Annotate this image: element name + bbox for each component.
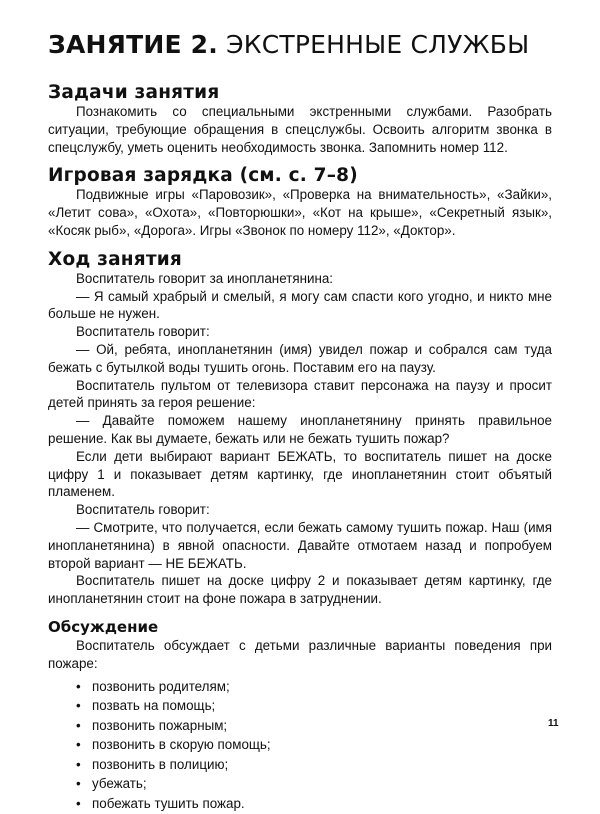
- bullet-icon: •: [76, 678, 81, 694]
- page-number: 11: [548, 718, 559, 729]
- list-item: • позвать на помощь;: [76, 696, 552, 716]
- list-item: • позвонить пожарным;: [76, 716, 552, 736]
- bullet-icon: •: [76, 776, 81, 792]
- list-item: • побежать тушить пожар.: [76, 794, 552, 814]
- warmup-text: Подвижные игры «Паровозик», «Проверка на внимательность», «Зайки», «Летит сова», «Охота», «Повторюшки», «Кот на крыше», «Секретный язык», «Косяк рыб», «Дорога». Игры «Звонок по номеру 112», «Доктор».: [48, 187, 552, 238]
- bullet-icon: •: [76, 698, 81, 714]
- procedure-paragraph: — Смотрите, что получается, если бежать самому тушить пожар. Наш (имя инопланетянина) в явной опасности. Давайте отмотаем назад и попробуем второй вариант — НЕ БЕЖАТЬ.: [48, 519, 552, 571]
- discussion-intro: Воспитатель обсуждает с детьми различные варианты поведения при пожаре:: [48, 637, 552, 671]
- procedure-heading: Ход занятия: [48, 248, 183, 270]
- procedure-paragraph: Если дети выбирают вариант БЕЖАТЬ, то воспитатель пишет на доске цифру 1 и показывает детям картинку, где инопланетянин стоит объятый пламенем.: [48, 448, 552, 500]
- discussion-heading: Обсуждение: [48, 617, 159, 636]
- procedure-paragraph: — Давайте поможем нашему инопланетянину принять правильное решение. Как вы думаете, бежать или не бежать тушить пожар?: [48, 413, 552, 446]
- procedure-paragraph: — Я самый храбрый и смелый, я могу сам спасти кого угодно, и никто мне больше не нужен.: [48, 288, 552, 322]
- discussion-list: [48, 677, 552, 814]
- procedure-paragraph: — Ой, ребята, инопланетянин (имя) увидел пожар и собрался сам туда бежать с бутылкой воды тушить огонь. Поставим его на паузу.: [48, 341, 552, 375]
- bullet-icon: •: [76, 796, 81, 812]
- lesson-title: [48, 30, 552, 59]
- warmup-heading: Игровая зарядка (см. с. 7–8): [48, 165, 358, 187]
- bullet-icon: •: [76, 756, 81, 772]
- list-item: • убежать;: [76, 774, 552, 794]
- goals-text: Познакомить со специальными экстренными службами. Разобрать ситуации, требующие обращения в спецслужбы. Освоить алгоритм звонка в спецслужбу, уметь оценить необходимость звонка. Запомнить номер 112.: [48, 104, 552, 155]
- lesson-number: ЗАНЯТИЕ 2.: [48, 30, 218, 59]
- list-item: • позвонить родителям;: [76, 677, 552, 697]
- procedure-paragraph: Воспитатель пультом от телевизора ставит персонажа на паузу и просит детей принять за героя решение:: [48, 377, 552, 411]
- procedure-paragraph: Воспитатель говорит:: [76, 324, 210, 340]
- discussion-section: [48, 618, 552, 814]
- goals-section: [48, 83, 552, 156]
- bullet-icon: •: [76, 717, 81, 733]
- bullet-icon: •: [76, 737, 81, 753]
- procedure-paragraph: Воспитатель говорит:: [76, 502, 210, 518]
- lesson-topic: ЭКСТРЕННЫЕ СЛУЖБЫ: [226, 30, 530, 59]
- procedure-section: [48, 250, 552, 608]
- list-item: • позвонить в скорую помощь;: [76, 735, 552, 755]
- document-page: [48, 30, 552, 814]
- goals-heading: Задачи занятия: [48, 82, 220, 103]
- procedure-paragraph: Воспитатель пишет на доске цифру 2 и показывает детям картинку, где инопланетянин стоит на фоне пожара в затруднении.: [48, 573, 552, 607]
- list-item: • позвонить в полицию;: [76, 755, 552, 775]
- procedure-paragraph: Воспитатель говорит за инопланетянина:: [76, 270, 334, 286]
- warmup-section: [48, 166, 552, 239]
